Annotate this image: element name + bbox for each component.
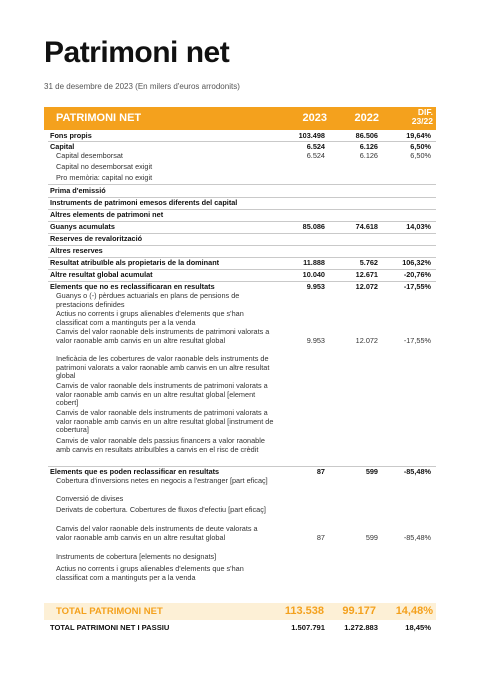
row-label: Ineficàcia de les cobertures de valor raonable dels instruments de patrimoni valorats a valor raonable amb canvis en un altre resultat global: [56, 354, 270, 381]
row-value-2022: 6.126: [359, 142, 378, 151]
row-label: Canvis de valor raonable dels instruments de patrimoni valorats a valor raonable amb canvis en un altre resultat global [instrument de cobertura]: [56, 408, 274, 435]
row-actius-no-corrents-2: [50, 565, 434, 582]
row-dif: 6,50%: [410, 151, 431, 160]
row-derivats-cobertura: [50, 506, 434, 515]
header-dif-line1: DIF.: [417, 107, 433, 117]
row-instruments-patrimoni: [50, 199, 434, 208]
row-value-2023: 6.524: [306, 142, 325, 151]
total-passiu-dif: 18,45%: [405, 623, 431, 632]
row-dif: -17,55%: [403, 336, 431, 345]
row-label: Canvis de valor raonable dels passius financers a valor raonable amb canvis en resultats atribuïbles a canvis en el risc de crèdit: [56, 436, 265, 454]
row-value-2023: 103.498: [298, 131, 325, 140]
row-label: Capital desemborsat: [56, 151, 123, 160]
row-value-2022: 74.618: [355, 222, 378, 231]
row-value-2022: 12.072: [355, 282, 378, 291]
row-value-2023: 6.524: [306, 151, 325, 160]
row-canvis-valor-deute: [50, 525, 434, 542]
row-capital-desemborsat: [50, 152, 434, 161]
row-altres-reserves: [50, 247, 434, 256]
row-value-2023: 85.086: [302, 222, 325, 231]
row-ineficacia-cobertures: [50, 355, 434, 381]
total-passiu-label: TOTAL PATRIMONI NET I PASSIU: [50, 623, 170, 632]
total-dif: 14,48%: [395, 605, 433, 617]
row-value-2022: 12.072: [355, 336, 378, 345]
header-dif-line2: 23/22: [411, 116, 433, 126]
row-label: Derivats de cobertura. Cobertures de fluxos d'efectiu [part eficaç]: [56, 505, 266, 514]
row-passius-financers: [50, 437, 434, 454]
row-guanys-acumulats: [50, 223, 434, 232]
row-value-2023: 9.953: [306, 336, 325, 345]
row-dif: 19,64%: [406, 131, 431, 140]
row-value-2023: 87: [316, 467, 325, 476]
row-label: Elements que es poden reclassificar en resultats: [50, 467, 220, 476]
row-label: Fons propis: [50, 131, 92, 140]
header-dif: [393, 108, 433, 126]
row-element-cobert: [50, 382, 434, 408]
row-label: Actius no corrents i grups alienables d'elements que s'han classificat com a mantinguts per a la venda: [56, 564, 244, 582]
row-label: Guanys acumulats: [50, 222, 115, 231]
row-label: Capital: [50, 142, 75, 151]
row-value-2023: 10.040: [302, 270, 325, 279]
row-label: Reserves de revalorització: [50, 234, 143, 243]
row-instrument-cobertura: [50, 409, 434, 435]
row-dif: 6,50%: [410, 142, 431, 151]
row-guanys-perdues-actuarials: [50, 292, 434, 309]
row-canvis-valor-patrimoni: [50, 328, 434, 345]
row-dif: -85,48%: [403, 467, 431, 476]
header-2023: 2023: [302, 112, 327, 124]
header-2022: 2022: [354, 112, 379, 124]
row-label: Capital no desemborsat exigit: [56, 162, 153, 171]
row-value-2022: 5.762: [359, 258, 378, 267]
row-value-2022: 86.506: [355, 131, 378, 140]
row-value-2022: 599: [365, 533, 378, 542]
row-resultat-atribuible: [50, 259, 434, 268]
row-label: Actius no corrents i grups alienables d'elements que s'han classificat com a mantinguts per a la venda: [56, 309, 244, 327]
row-dif: 106,32%: [402, 258, 431, 267]
row-value-2023: 9.953: [306, 282, 325, 291]
row-altre-resultat-global: [50, 271, 434, 280]
row-value-2023: 11.888: [303, 258, 325, 267]
total-passiu-value-2022: 1.272.883: [344, 623, 378, 632]
row-label: Altres elements de patrimoni net: [50, 210, 164, 219]
table-header: [44, 107, 436, 130]
row-instruments-no-designats: [50, 553, 434, 562]
row-dif: 14,03%: [406, 222, 431, 231]
row-pro-memoria: [50, 174, 434, 183]
row-divider: [48, 184, 436, 185]
row-label: Instruments de cobertura [elements no designats]: [56, 552, 217, 561]
row-label: Resultat atribuïble als propietaris de la dominant: [50, 258, 220, 267]
row-dif: -17,55%: [403, 282, 431, 291]
row-label: Instruments de patrimoni emesos diferents del capital: [50, 198, 238, 207]
total-value-2022: 99.177: [342, 605, 376, 617]
row-actius-no-corrents-1: [50, 310, 434, 327]
total-passiu-value-2023: 1.507.791: [291, 623, 325, 632]
row-capital-no-desemborsat: [50, 163, 434, 172]
row-label: Canvis del valor raonable dels instruments de deute valorats a valor raonable amb canvis en un altre resultat global: [56, 524, 258, 542]
page-title: Patrimoni net: [44, 36, 230, 69]
header-label: PATRIMONI NET: [56, 112, 142, 124]
row-reserves-revaloritzacio: [50, 235, 434, 244]
row-dif: -20,76%: [403, 270, 431, 279]
row-label: Cobertura d'inversions netes en negocis a l'estranger [part eficaç]: [56, 476, 268, 485]
row-conversio-divises: [50, 495, 434, 504]
row-label: Conversió de divises: [56, 494, 124, 503]
row-cobertura-inversions: [50, 477, 434, 486]
row-label: Canvis del valor raonable dels instruments de patrimoni valorats a valor raonable amb canvis en un altre resultat global: [56, 327, 270, 345]
row-value-2023: 87: [316, 533, 325, 542]
row-label: Canvis de valor raonable dels instruments de patrimoni valorats a valor raonable amb canvis en un altre resultat global [element cobert]: [56, 381, 268, 408]
row-value-2022: 12.671: [355, 270, 378, 279]
row-label: Altre resultat global acumulat: [50, 270, 153, 279]
row-value-2022: 6.126: [359, 151, 378, 160]
row-label: Guanys o (-) pèrdues actuarials en plans de pensions de prestacions definides: [56, 291, 240, 309]
row-fons-propis: [50, 132, 434, 141]
row-label: Prima d'emissió: [50, 186, 106, 195]
total-label: TOTAL PATRIMONI NET: [56, 606, 163, 617]
total-value-2023: 113.538: [284, 605, 324, 617]
page-subtitle: 31 de desembre de 2023 (En milers d'euros arrodonits): [44, 82, 240, 91]
row-altres-elements: [50, 211, 434, 220]
row-value-2022: 599: [365, 467, 378, 476]
row-dif: -85,48%: [403, 533, 431, 542]
total-patrimoni-net-row: [44, 603, 436, 620]
row-label: Altres reserves: [50, 246, 103, 255]
row-divider: [48, 245, 436, 246]
row-prima-emissio: [50, 187, 434, 196]
row-label: Pro memòria: capital no exigit: [56, 173, 153, 182]
total-patrimoni-passiu-row: [50, 623, 434, 632]
row-label: Elements que no es reclassificaran en resultats: [50, 282, 215, 291]
